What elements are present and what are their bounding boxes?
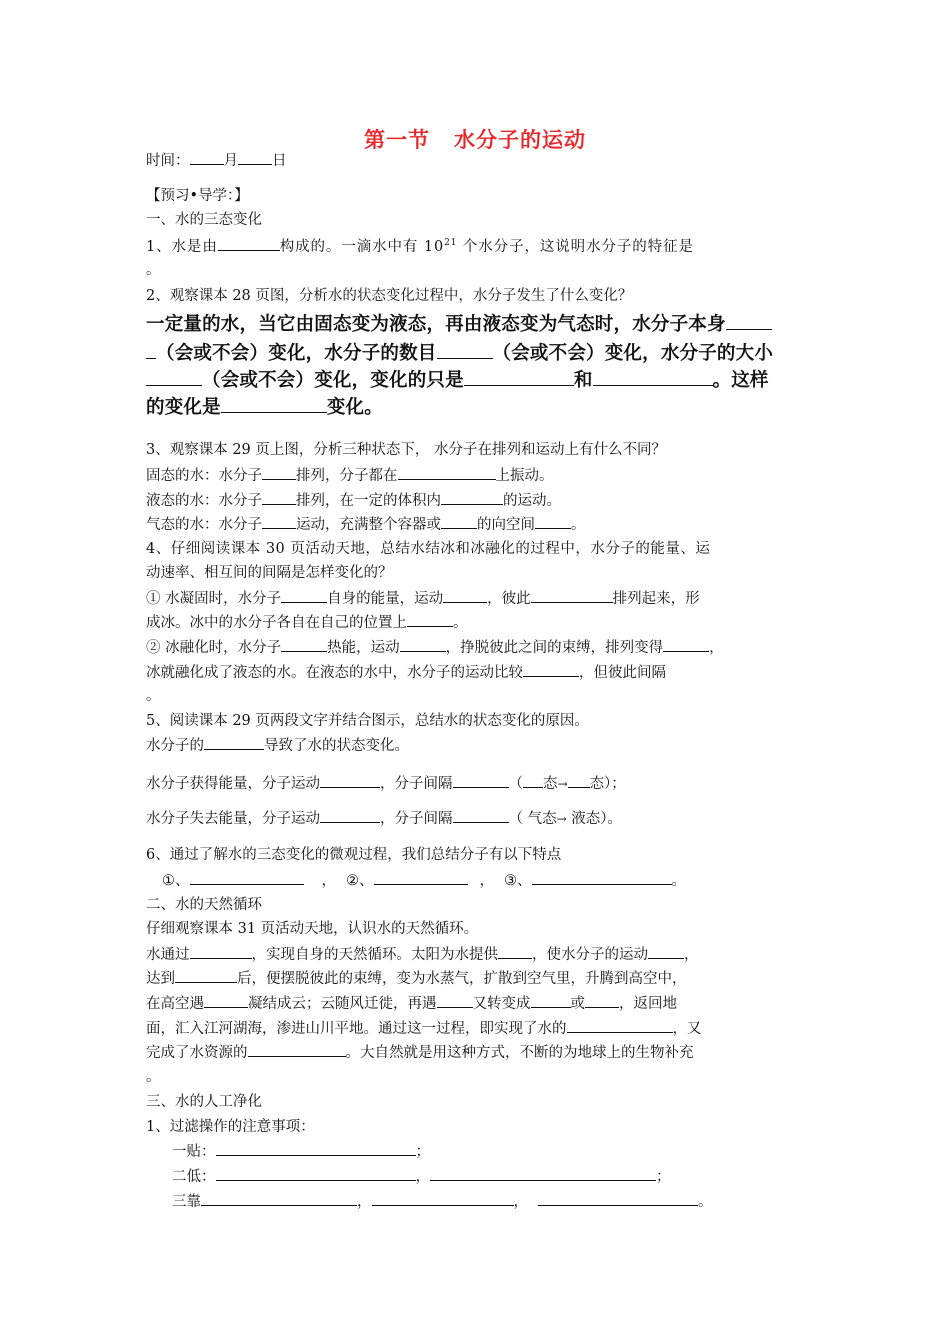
- lean-sep-1: ，: [357, 1194, 372, 1210]
- s2-l2-b: 后，便摆脱彼此的束缚，变为水蒸气，扩散到空气里，升腾到高空中，: [237, 971, 687, 987]
- q4-f1-a: ① 水凝固时，水分子: [146, 591, 282, 607]
- s2-l3-e: ，返回地: [619, 996, 677, 1012]
- s2-l1-a: 水通过: [146, 947, 190, 963]
- q2-text-3c: 。这样: [712, 370, 769, 391]
- q4-f1-b: 自身的能量，运动: [327, 591, 444, 607]
- section-3-heading: 三、水的人工净化: [146, 1094, 262, 1110]
- q4-f2-a: 成冰。冰中的水分子各自在自己的位置上: [146, 615, 407, 631]
- q2-line-3: [146, 367, 769, 393]
- lean-blank-1[interactable]: [201, 1191, 357, 1206]
- q3-solid-a: 固态的水：水分子: [146, 468, 262, 484]
- lean-blank-2[interactable]: [372, 1191, 514, 1206]
- low-blank-1[interactable]: [216, 1166, 416, 1181]
- q5-l3-b: ，分子间隔: [380, 811, 453, 827]
- q2-prompt: 2、观察课本 28 页图，分析水的状态变化过程中，水分子发生了什么变化？: [146, 288, 633, 304]
- q3-liquid-a: 液态的水：水分子: [146, 493, 262, 509]
- preview-heading: 【预习•导学：】: [146, 188, 249, 204]
- s2-blank-4[interactable]: [175, 968, 237, 983]
- q2-blank-4[interactable]: [464, 367, 574, 386]
- q4-f1-blank-2[interactable]: [443, 588, 487, 603]
- s2-l4-b: ，又: [672, 1021, 702, 1037]
- s2-line-3: [146, 993, 677, 1014]
- q4-freeze-2: [146, 612, 468, 633]
- q5-l2-blank-4[interactable]: [568, 773, 590, 788]
- q5-l3-d: 液态）。: [566, 811, 623, 827]
- q4-f1-d: 排列起来，形: [612, 591, 700, 607]
- s2-l1-b: ，实现自身的天然循环。太阳为水提供: [251, 947, 498, 963]
- q4-freeze-1: [146, 588, 700, 609]
- q4-f2-b: 。: [453, 615, 468, 631]
- s2-l3-d: 或: [570, 996, 585, 1012]
- q3-solid-c: 上振动。: [495, 468, 554, 484]
- q4-m1-blank-1[interactable]: [281, 637, 327, 652]
- q5-l3-a: 水分子失去能量，分子运动: [146, 811, 320, 827]
- q3-gas-blank-1[interactable]: [262, 514, 296, 529]
- q5-line-3: [146, 808, 622, 829]
- s2-intro: 仔细观察课本 31 页活动天地，认识水的天然循环。: [146, 921, 479, 937]
- s2-l5-b: 。大自然就是用这种方式，不断的为地球上的生物补充: [345, 1045, 694, 1061]
- q4-m1-a: ② 冰融化时，水分子: [146, 640, 282, 656]
- q1-text-c: 个水分子，这说明水分子的特征是: [457, 239, 694, 255]
- q6-sep-1: ，: [321, 873, 336, 889]
- q5-l2-blank-1[interactable]: [320, 773, 380, 788]
- q2-blank-5[interactable]: [593, 367, 713, 386]
- q3-gas-blank-2[interactable]: [441, 514, 477, 529]
- q4-m2-a: 冰就融化成了液态的水。在液态的水中，水分子的运动比较: [146, 665, 523, 681]
- q3-gas-c: 的向空间: [477, 517, 535, 533]
- low-sep: ，: [415, 1169, 430, 1185]
- q6-item-1: ①、: [162, 873, 190, 889]
- q3-gas-blank-3[interactable]: [535, 514, 571, 529]
- filter-two-low: [172, 1166, 671, 1187]
- s2-blank-5[interactable]: [204, 993, 248, 1008]
- q4-f1-c: ，彼此: [487, 591, 531, 607]
- lean-sep-2: ，: [513, 1194, 528, 1210]
- q4-f2-blank[interactable]: [407, 612, 453, 627]
- s2-l1-c: ，使水分子的运动: [532, 947, 648, 963]
- filter-one-stick: [172, 1141, 430, 1162]
- lean-label: 三靠: [172, 1194, 201, 1210]
- q2-blank-6[interactable]: [221, 394, 327, 413]
- q2-blank-2[interactable]: [437, 340, 493, 359]
- title-topic: 水分子的运动: [454, 128, 586, 152]
- tie-end: ；: [415, 1144, 430, 1160]
- q5-l3-blank-2[interactable]: [453, 808, 509, 823]
- q5-l1-a: 水分子的: [146, 738, 204, 754]
- q2-text-3a: （会或不会）变化，变化的只是: [202, 370, 464, 391]
- q5-l1-blank[interactable]: [204, 735, 264, 750]
- q6-end: 。: [671, 873, 686, 889]
- q1-end: 。: [146, 262, 161, 278]
- q3-gas: [146, 514, 586, 535]
- q2-blank-3[interactable]: [146, 367, 202, 386]
- q2-text-1: 一定量的水，当它由固态变为液态，再由液态变为气态时，水分子本身: [146, 314, 726, 335]
- q2-blank-1[interactable]: [726, 311, 772, 330]
- q6-answers: [162, 870, 686, 891]
- s3-q1: 1、过滤操作的注意事项：: [146, 1119, 315, 1135]
- s2-blank-1[interactable]: [190, 944, 252, 959]
- q5-l1-b: 导致了水的状态变化。: [264, 738, 409, 754]
- page-title: [0, 124, 950, 154]
- q1-text-a: 1、水是由: [146, 239, 218, 255]
- q6-blank-1[interactable]: [190, 870, 304, 885]
- s2-blank-8[interactable]: [585, 993, 619, 1008]
- q5-l2-d: 态: [543, 776, 558, 792]
- q3-liquid: [146, 490, 561, 511]
- q5-line-2: [146, 773, 626, 794]
- q5-l2-e: 态）；: [589, 776, 626, 792]
- s2-blank-10[interactable]: [248, 1042, 346, 1057]
- q4-prompt-1: 4、仔细阅读课本 30 页活动天地，总结水结冰和冰融化的过程中，水分子的能量、运: [146, 541, 711, 557]
- q5-l2-b: ，分子间隔: [380, 776, 453, 792]
- date-label: 时间：: [146, 153, 190, 169]
- q4-m2-blank[interactable]: [523, 662, 579, 677]
- q6-item-3: ③、: [504, 873, 532, 889]
- s2-line-1: [146, 944, 699, 965]
- lean-end: 。: [698, 1194, 713, 1210]
- q3-liquid-b: 排列，在一定的体积内: [296, 493, 441, 509]
- q3-gas-a: 气态的水：水分子: [146, 517, 262, 533]
- s2-l2-a: 达到: [146, 971, 175, 987]
- q1-exponent: 21: [444, 238, 458, 248]
- month-blank[interactable]: [190, 150, 224, 165]
- q3-prompt: 3、观察课本 29 页上图，分析三种状态下， 水分子在排列和运动上有什么不同？: [146, 442, 667, 458]
- s2-line-4: [146, 1018, 702, 1039]
- s2-l3-c: 又转变成: [472, 996, 531, 1012]
- q1-blank-1[interactable]: [218, 236, 280, 251]
- s2-blank-6[interactable]: [437, 993, 473, 1008]
- s2-line-2: [146, 968, 687, 989]
- s2-l1-d: ，: [684, 947, 699, 963]
- q2-text-2b: （会或不会）变化，水分子的大小: [492, 343, 774, 364]
- q5-l2-a: 水分子获得能量，分子运动: [146, 776, 320, 792]
- q3-liquid-c: 的运动。: [503, 493, 561, 509]
- low-end: ；: [656, 1169, 671, 1185]
- q4-m2-b: ，但彼此间隔: [579, 665, 666, 681]
- q2-blank-1-cont[interactable]: [146, 340, 156, 359]
- date-line: [146, 150, 287, 171]
- q2-line-2: [146, 340, 773, 366]
- q3-solid: [146, 465, 554, 486]
- low-blank-2[interactable]: [430, 1166, 656, 1181]
- q2-line-1: [146, 311, 772, 337]
- q5-line-1: [146, 735, 409, 756]
- day-blank[interactable]: [238, 150, 272, 165]
- q2-text-3b: 和: [573, 370, 593, 391]
- q3-solid-blank-2[interactable]: [398, 465, 496, 480]
- q4-prompt-2: 动速率、相互间的间隔是怎样变化的？: [146, 565, 393, 581]
- s2-blank-2[interactable]: [498, 944, 532, 959]
- s2-l4-a: 面，汇入江河湖海，渗进山川平地。通过这一过程，即实现了水的: [146, 1021, 567, 1037]
- s2-l3-a: 在高空遇: [146, 996, 204, 1012]
- q2-text-4a: 的变化是: [146, 397, 221, 418]
- q5-l2-c: （: [508, 776, 523, 792]
- section-1-heading: 一、水的三态变化: [146, 212, 262, 228]
- q3-liquid-blank-2[interactable]: [441, 490, 503, 505]
- arrow-icon: →: [557, 777, 568, 791]
- q5-l3-blank-1[interactable]: [320, 808, 380, 823]
- filter-three-lean: [172, 1191, 713, 1212]
- q5-l3-c: （ 气态: [508, 811, 557, 827]
- q6-blank-2[interactable]: [374, 870, 468, 885]
- q4-f1-blank-1[interactable]: [281, 588, 327, 603]
- q3-gas-b: 运动，充满整个容器或: [296, 517, 441, 533]
- q4-melt-2: [146, 662, 666, 683]
- s2-line-5: [146, 1042, 694, 1063]
- q5-l2-blank-3[interactable]: [523, 773, 543, 788]
- q2-text-2a: （会或不会）变化，水分子的数目: [156, 343, 437, 364]
- arrow-icon: →: [556, 812, 567, 826]
- s2-line-6: 。: [146, 1069, 161, 1085]
- q4-m1-c: ，挣脱彼此之间的束缚，排列变得: [445, 640, 664, 656]
- q6-blank-3[interactable]: [532, 870, 672, 885]
- q2-line-4: [146, 394, 383, 420]
- q4-melt-1: [146, 637, 724, 658]
- s2-blank-3[interactable]: [648, 944, 684, 959]
- month-label: 月: [223, 153, 238, 169]
- tie-blank[interactable]: [216, 1141, 416, 1156]
- q2-text-4b: 变化。: [326, 397, 383, 418]
- q3-liquid-blank-1[interactable]: [262, 490, 296, 505]
- q3-solid-blank-1[interactable]: [262, 465, 296, 480]
- q6-sep-2: ，: [479, 873, 494, 889]
- title-section-number: 第一节: [364, 128, 430, 152]
- s2-blank-7[interactable]: [531, 993, 571, 1008]
- q4-m1-d: ，: [709, 640, 724, 656]
- q5-prompt: 5、阅读课本 29 页两段文字并结合图示，总结水的状态变化的原因。: [146, 713, 589, 729]
- day-label: 日: [272, 153, 287, 169]
- q4-melt-3: 。: [146, 688, 161, 704]
- low-label: 二低：: [172, 1169, 216, 1185]
- q6-item-2: ②、: [346, 873, 374, 889]
- tie-label: 一贴：: [172, 1144, 216, 1160]
- q4-m1-b: 热能，运动: [327, 640, 400, 656]
- s2-l5-a: 完成了水资源的: [146, 1045, 248, 1061]
- q4-m1-blank-3[interactable]: [663, 637, 709, 652]
- s2-l3-b: 凝结成云；云随风迁徙，再遇: [248, 996, 437, 1012]
- q6-prompt: 6、通过了解水的三态变化的微观过程，我们总结分子有以下特点: [146, 847, 562, 863]
- s2-blank-9[interactable]: [567, 1018, 673, 1033]
- q4-f1-blank-3[interactable]: [531, 588, 613, 603]
- q5-l2-blank-2[interactable]: [453, 773, 509, 788]
- section-2-heading: 二、水的天然循环: [146, 897, 262, 913]
- q3-gas-d: 。: [571, 517, 586, 533]
- q3-solid-b: 排列，分子都在: [296, 468, 398, 484]
- q1-text-b: 构成的。一滴水中有 10: [279, 239, 445, 255]
- q1-line: [146, 236, 694, 257]
- lean-blank-3[interactable]: [538, 1191, 698, 1206]
- q4-m1-blank-2[interactable]: [400, 637, 446, 652]
